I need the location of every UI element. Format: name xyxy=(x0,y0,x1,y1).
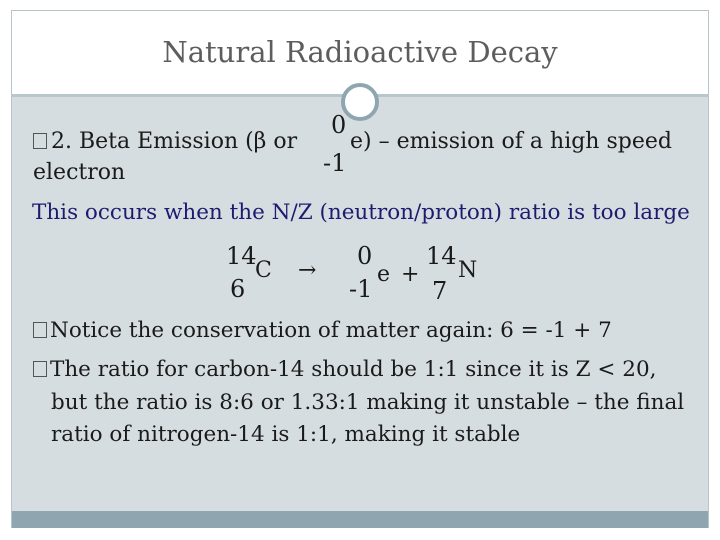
beta-subscript: -1 xyxy=(323,149,347,177)
bullet-conservation: Notice the conservation of matter again: 6 = -1 + 7 xyxy=(50,318,612,343)
bullet-box-icon xyxy=(33,361,47,377)
bullet-ratio-line1: The ratio for carbon-14 should be 1:1 since it is Z < 20, xyxy=(50,357,657,382)
beta-line1-suffix: e) – emission of a high speed xyxy=(350,129,672,154)
carbon-symbol: C xyxy=(255,258,272,283)
beta-superscript: 0 xyxy=(331,111,347,139)
electron-atomic-number: -1 xyxy=(349,275,373,303)
reaction-arrow: → xyxy=(298,258,317,283)
electron-symbol: e xyxy=(377,262,391,287)
carbon-atomic-number: 6 xyxy=(230,275,246,303)
electron-mass-number: 0 xyxy=(357,242,373,270)
nitrogen-atomic-number: 7 xyxy=(432,277,448,305)
beta-line2: electron xyxy=(33,160,126,185)
nitrogen-symbol: N xyxy=(458,258,478,283)
bullet-ratio-line3: ratio of nitrogen-14 is 1:1, making it stable xyxy=(51,422,521,447)
beta-line1-prefix: 2. Beta Emission (β or xyxy=(51,129,298,154)
slide-title: Natural Radioactive Decay xyxy=(162,35,558,69)
bullet-box-icon xyxy=(33,322,47,338)
bullet-ratio-line2: but the ratio is 8:6 or 1.33:1 making it unstable – the final xyxy=(51,390,685,415)
footer-bar xyxy=(12,511,708,528)
carbon-mass-number: 14 xyxy=(226,242,257,270)
plus-sign: + xyxy=(401,262,420,287)
divider-circle-ornament xyxy=(341,83,379,121)
occurs-statement: This occurs when the N/Z (neutron/proton) ratio is too large xyxy=(32,200,690,225)
nitrogen-mass-number: 14 xyxy=(426,242,457,270)
bullet-box-icon xyxy=(33,133,47,149)
